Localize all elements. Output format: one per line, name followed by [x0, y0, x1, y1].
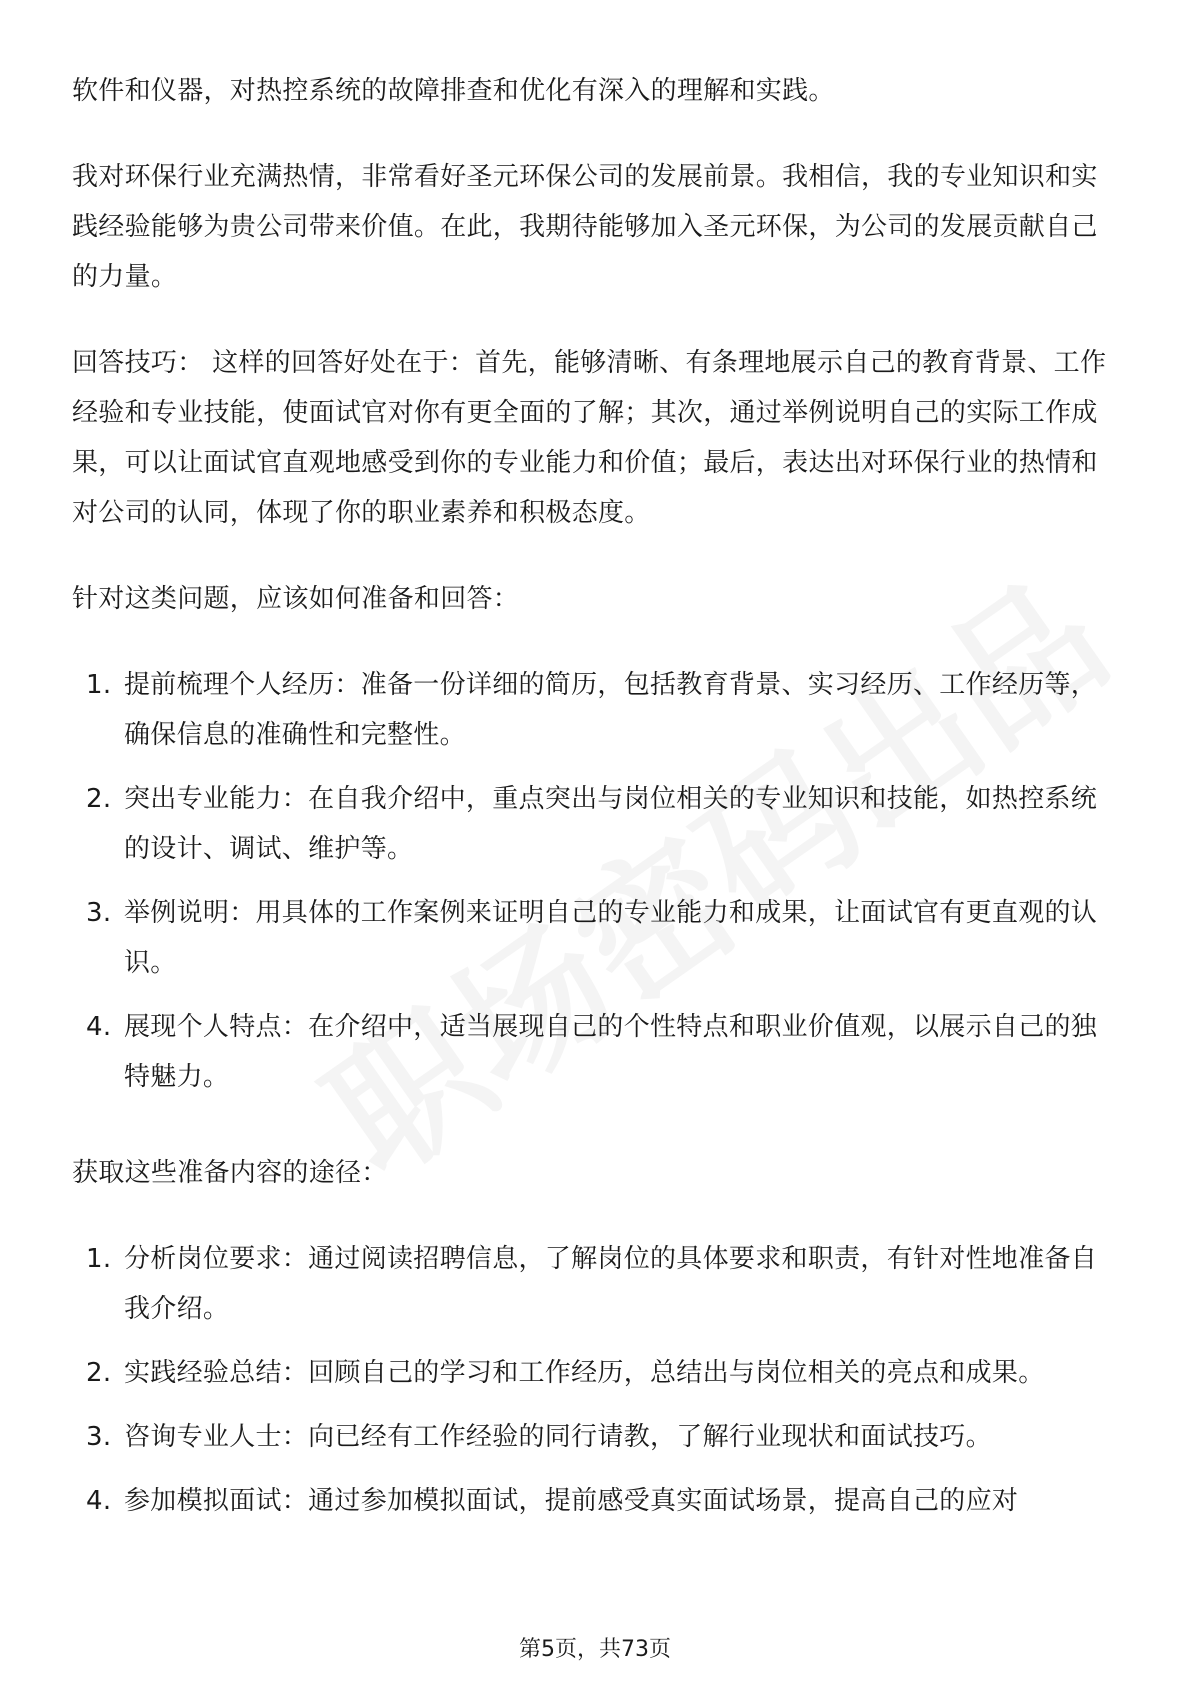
list-item-text: 咨询专业人士：向已经有工作经验的同行请教，了解行业现状和面试技巧。: [124, 1422, 992, 1452]
list-item: [72, 1002, 1118, 1102]
list-number: 2.: [86, 784, 112, 814]
paragraph-intro-end: 软件和仪器，对热控系统的故障排查和优化有深入的理解和实践。: [72, 76, 835, 106]
list-item: [72, 774, 1118, 874]
paragraph-sources-heading: 获取这些准备内容的途径：: [72, 1158, 388, 1188]
list-number: 3.: [86, 898, 112, 928]
list-item-text: 展现个人特点：在介绍中，适当展现自己的个性特点和职业价值观，以展示自己的独特魅力。: [124, 1012, 1098, 1092]
list-item-text: 突出专业能力：在自我介绍中，重点突出与岗位相关的专业知识和技能，如热控系统的设计、调试、维护等。: [124, 784, 1098, 864]
list-item: [72, 660, 1118, 760]
list-item-text: 提前梳理个人经历：准备一份详细的简历，包括教育背景、实习经历、工作经历等，确保信息的准确性和完整性。: [124, 670, 1098, 750]
list-number: 4.: [86, 1012, 112, 1042]
list-number: 1.: [86, 1244, 112, 1274]
list-number: 2.: [86, 1358, 112, 1388]
list-item: [72, 888, 1118, 988]
list-item-text: 参加模拟面试：通过参加模拟面试，提前感受真实面试场景，提高自己的应对: [124, 1486, 1019, 1516]
paragraph-enthusiasm: 我对环保行业充满热情，非常看好圣元环保公司的发展前景。我相信，我的专业知识和实践经验能够为贵公司带来价值。在此，我期待能够加入圣元环保，为公司的发展贡献自己的力量。: [72, 162, 1098, 292]
list-item: [72, 1234, 1118, 1334]
list-item-text: 分析岗位要求：通过阅读招聘信息，了解岗位的具体要求和职责，有针对性地准备自我介绍。: [124, 1244, 1098, 1324]
page-footer: 第5页，共73页: [519, 1637, 671, 1662]
paragraph-answer-tips: 回答技巧： 这样的回答好处在于：首先，能够清晰、有条理地展示自己的教育背景、工作经验和专业技能，使面试官对你有更全面的了解；其次，通过举例说明自己的实际工作成果，可以让面试官直观地感受到你的专业能力和价值；最后，表达出对环保行业的热情和对公司的认同，体现了你的职业素养和积极态度。: [72, 348, 1107, 528]
list-item: [72, 1412, 1118, 1462]
list-item-text: 举例说明：用具体的工作案例来证明自己的专业能力和成果，让面试官有更直观的认识。: [124, 898, 1098, 978]
list-number: 4.: [86, 1486, 112, 1516]
list-number: 3.: [86, 1422, 112, 1452]
list-number: 1.: [86, 670, 112, 700]
sources-list: [72, 1234, 1118, 1526]
list-item-text: 实践经验总结：回顾自己的学习和工作经历，总结出与岗位相关的亮点和成果。: [124, 1358, 1045, 1388]
document-body: [72, 66, 1118, 1540]
list-item: [72, 1476, 1118, 1526]
prepare-list: [72, 660, 1118, 1102]
paragraph-prepare-heading: 针对这类问题，应该如何准备和回答：: [72, 584, 520, 614]
list-item: [72, 1348, 1118, 1398]
